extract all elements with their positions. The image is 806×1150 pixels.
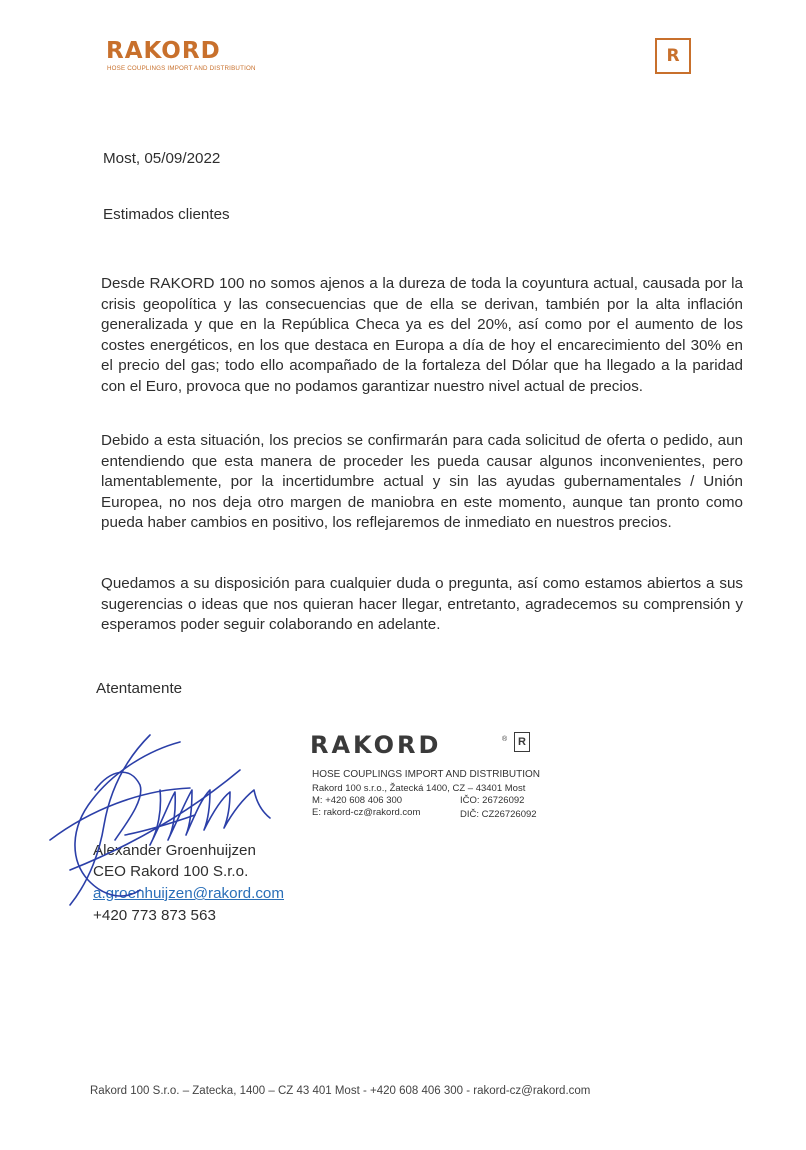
letter-date: Most, 05/09/2022 bbox=[103, 150, 221, 167]
stamp-badge-letter: R bbox=[518, 735, 526, 748]
stamp-email: E: rakord-cz@rakord.com bbox=[312, 807, 421, 818]
signer-title: CEO Rakord 100 S.r.o. bbox=[93, 863, 249, 880]
letter-closing: Atentamente bbox=[96, 680, 183, 697]
stamp-address: Rakord 100 s.r.o., Žatecká 1400, CZ – 43401 Most bbox=[312, 783, 526, 794]
letter-paragraph-1: Desde RAKORD 100 no somos ajenos a la dureza de toda la coyuntura actual, causada por la crisis geopolítica y las consecuencias que de ella se derivan, también por la alta inflación generalizada y que en la República Checa ya es del 20%, así como por el aumento de los costes energéticos, en los que destaca en Europa a día de hoy el encarecimiento del 30% en el precio del gas; todo ello acompañado de la fortaleza del Dólar que ha llegado a la paridad con el Euro, provoca que no podamos garantizar nuestro nivel actual de precios. bbox=[101, 275, 743, 395]
letter-paragraph-2: Debido a esta situación, los precios se confirmarán para cada solicitud de oferta o pedido, aun entendiendo que esta manera de proceder les pueda causar algunos inconvenientes, pero lamentablemente, por la incertidumbre actual y sin las ayudas gubernamentales / Unión Europea, no nos deja otro margen de maniobra en este momento, aunque tan pronto como pueda haber cambios en positivo, los reflejaremos de inmediato en nuestros precios. bbox=[101, 432, 743, 531]
stamp-badge-icon bbox=[514, 732, 530, 752]
signer-email-link[interactable]: a.groenhuijzen@rakord.com bbox=[93, 885, 285, 902]
stamp-tagline: HOSE COUPLINGS IMPORT AND DISTRIBUTION bbox=[312, 769, 540, 780]
stamp-phone: M: +420 608 406 300 bbox=[312, 795, 403, 806]
logo-badge-icon bbox=[655, 38, 691, 74]
letter-greeting: Estimados clientes bbox=[103, 206, 230, 223]
signer-phone: +420 773 873 563 bbox=[93, 907, 216, 924]
stamp-logo: RAKORD bbox=[310, 731, 442, 759]
company-logo: RAKORD bbox=[106, 38, 221, 64]
company-tagline: HOSE COUPLINGS IMPORT AND DISTRIBUTION bbox=[107, 65, 256, 72]
handwritten-signature-icon bbox=[30, 730, 310, 910]
signer-name: Alexander Groenhuijzen bbox=[93, 842, 256, 859]
logo-badge-letter: R bbox=[666, 45, 680, 66]
stamp-dic: DIČ: CZ26726092 bbox=[460, 809, 537, 820]
stamp-registered-mark: ® bbox=[502, 736, 508, 743]
footer-contact: Rakord 100 S.r.o. – Zatecka, 1400 – CZ 43 401 Most - +420 608 406 300 - rakord-cz@rakord.com bbox=[90, 1085, 591, 1097]
letter-paragraph-3: Quedamos a su disposición para cualquier duda o pregunta, así como estamos abiertos a sus sugerencias o ideas que nos quieran hacer llegar, entretanto, agradecemos su comprensión y esperamos poder seguir colaborando en adelante. bbox=[101, 575, 743, 633]
stamp-ico: IČO: 26726092 bbox=[460, 795, 525, 806]
